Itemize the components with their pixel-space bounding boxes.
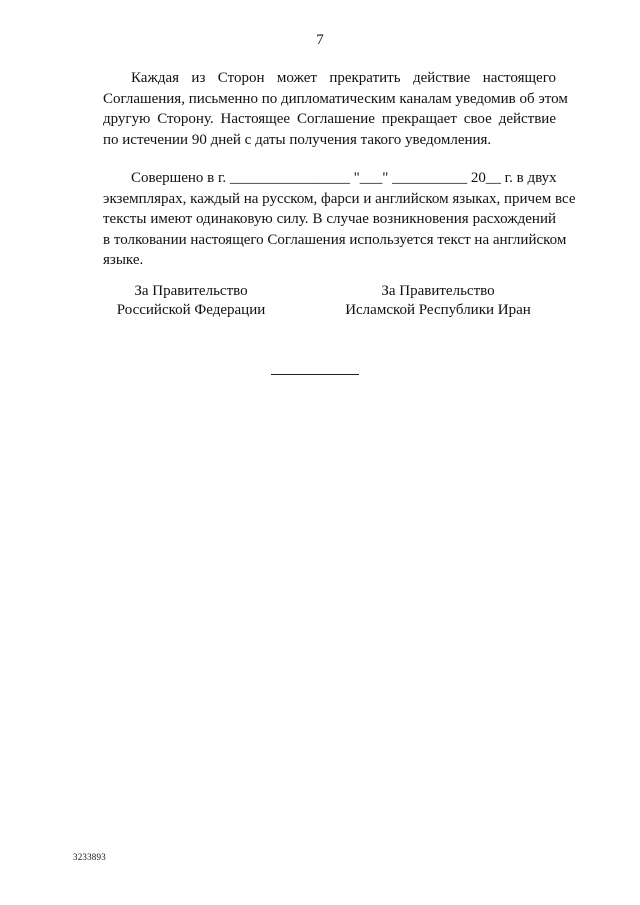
text-line: другую Сторону. Настоящее Соглашение прекращает свое действие — [103, 111, 556, 127]
text-line: языке. — [103, 252, 144, 268]
termination-paragraph — [103, 68, 568, 150]
text-line: экземплярах, каждый на русском, фарси и английском языках, причем все — [103, 190, 576, 207]
signature-party: Российской Федерации — [116, 302, 266, 318]
text-line: по истечении 90 дней с даты получения такого уведомления. — [103, 131, 492, 148]
text-line: Совершено в г. ________________ "___" __________ 20__ г. в двух — [131, 170, 557, 186]
signature-russia — [61, 282, 321, 320]
signature-label: За Правительство — [381, 283, 495, 299]
document-code: 3233893 — [73, 852, 106, 862]
execution-paragraph — [103, 168, 576, 271]
signature-label: За Правительство — [134, 283, 248, 299]
text-line: Каждая из Сторон может прекратить действие настоящего — [131, 70, 556, 86]
text-line: в толковании настоящего Соглашения используется текст на английском — [103, 231, 567, 248]
end-divider — [271, 374, 359, 375]
signature-party: Исламской Республики Иран — [345, 302, 531, 318]
text-line: Соглашения, письменно по дипломатическим каналам уведомив об этом — [103, 90, 568, 107]
page-number: 7 — [316, 32, 324, 48]
signature-iran — [308, 282, 568, 320]
text-line: тексты имеют одинаковую силу. В случае возникновения расхождений — [103, 211, 556, 227]
